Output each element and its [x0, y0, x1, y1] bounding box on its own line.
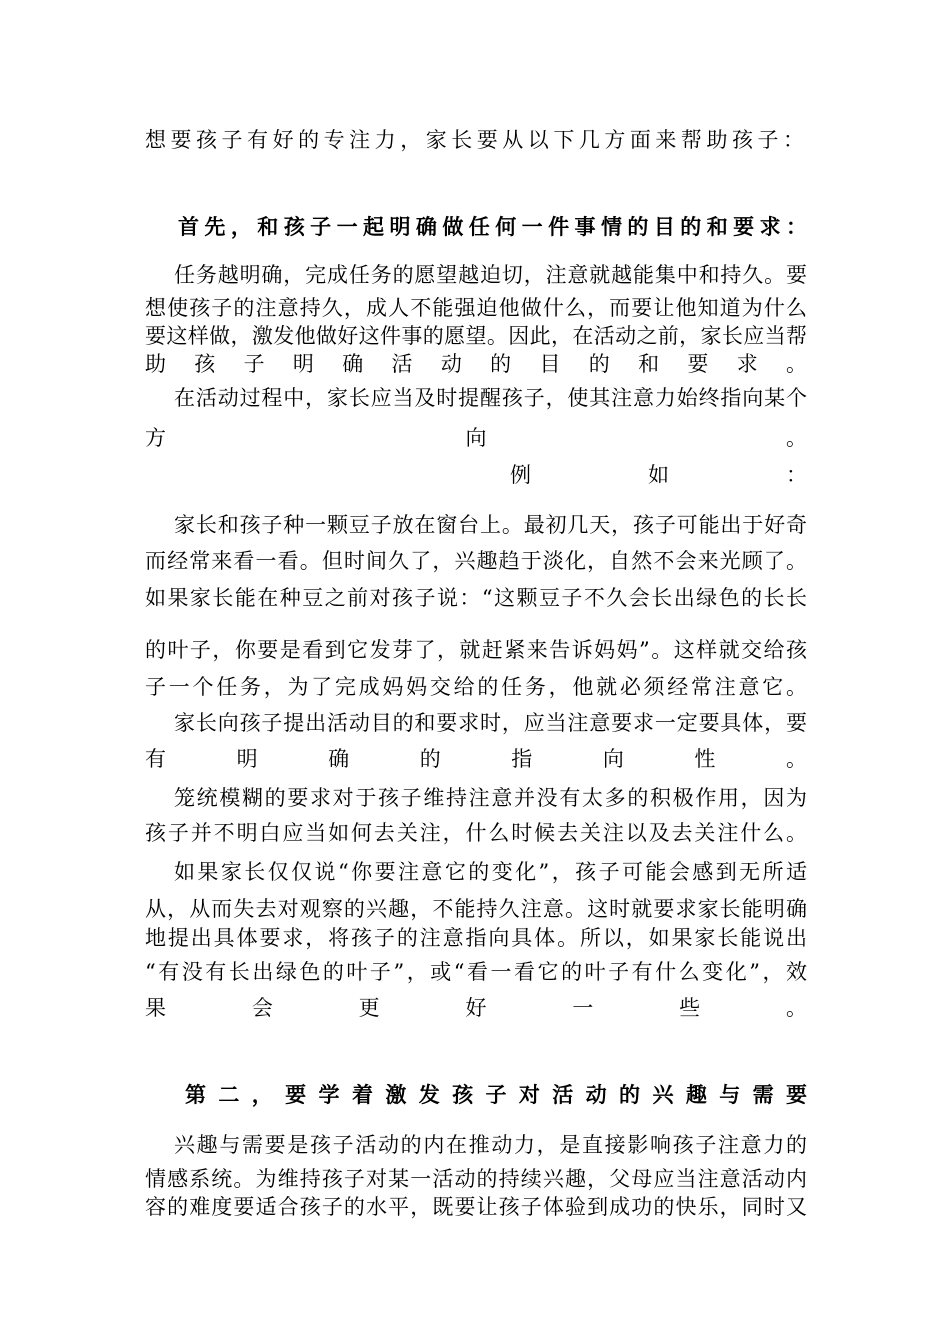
- section1-heading: 首先，和孩子一起明确做任何一件事情的目的和要求：: [178, 214, 807, 239]
- paragraph-line: 情感系统。为维持孩子对某一活动的持续兴趣，父母应当注意活动内: [145, 1167, 807, 1191]
- section2-heading: 第二，要学着激发孩子对活动的兴趣与需要: [185, 1082, 807, 1107]
- paragraph-line: “有没有长出绿色的叶子”，或“看一看它的叶子有什么变化”，效: [145, 960, 807, 984]
- paragraph-line: 孩子并不明白应当如何去关注，什么时候去关注以及去关注什么。: [145, 821, 807, 845]
- paragraph-line: 家长向孩子提出活动目的和要求时，应当注意要求一定要具体，要: [174, 711, 807, 735]
- paragraph-line: 家长和孩子种一颗豆子放在窗台上。最初几天，孩子可能出于好奇: [174, 513, 807, 537]
- paragraph-line: 想使孩子的注意持久，成人不能强迫他做什么，而要让他知道为什么: [145, 296, 807, 320]
- paragraph-line: 子一个任务，为了完成妈妈交给的任务，他就必须经常注意它。: [145, 675, 807, 699]
- paragraph-line: 要这样做，激发他做好这件事的愿望。因此，在活动之前，家长应当帮: [145, 324, 807, 348]
- paragraph-line: 任务越明确，完成任务的愿望越迫切，注意就越能集中和持久。要: [174, 263, 807, 287]
- paragraph-line: 笼统模糊的要求对于孩子维持注意并没有太多的积极作用，因为: [174, 786, 807, 810]
- paragraph-line: 助孩子明确活动的目的和要求。: [145, 352, 807, 376]
- intro-line: 想要孩子有好的专注力，家长要从以下几方面来帮助孩子：: [145, 128, 807, 152]
- paragraph-line: 果会更好一些。: [145, 996, 807, 1020]
- paragraph-line: 地提出具体要求，将孩子的注意指向具体。所以，如果家长能说出: [145, 926, 807, 950]
- paragraph-line: 在活动过程中，家长应当及时提醒孩子，使其注意力始终指向某个: [174, 386, 807, 410]
- paragraph-line: 兴趣与需要是孩子活动的内在推动力，是直接影响孩子注意力的: [174, 1133, 807, 1157]
- paragraph-line: 的叶子，你要是看到它发芽了，就赶紧来告诉妈妈”。这样就交给孩: [145, 638, 807, 662]
- paragraph-line: 从，从而失去对观察的兴趣，不能持久注意。这时就要求家长能明确: [145, 897, 807, 921]
- paragraph-line: 容的难度要适合孩子的水平，既要让孩子体验到成功的快乐，同时又: [145, 1195, 807, 1219]
- paragraph-line: 有明确的指向性。: [145, 747, 807, 771]
- paragraph-line: 如果家长仅仅说“你要注意它的变化”，孩子可能会感到无所适: [174, 860, 807, 884]
- paragraph-line: 而经常来看一看。但时间久了，兴趣趋于淡化，自然不会来光顾了。: [145, 549, 807, 573]
- paragraph-line: 方向。: [145, 426, 807, 450]
- paragraph-line: 如果家长能在种豆之前对孩子说：“这颗豆子不久会长出绿色的长长: [145, 586, 807, 610]
- paragraph-line: 例如：: [510, 463, 807, 487]
